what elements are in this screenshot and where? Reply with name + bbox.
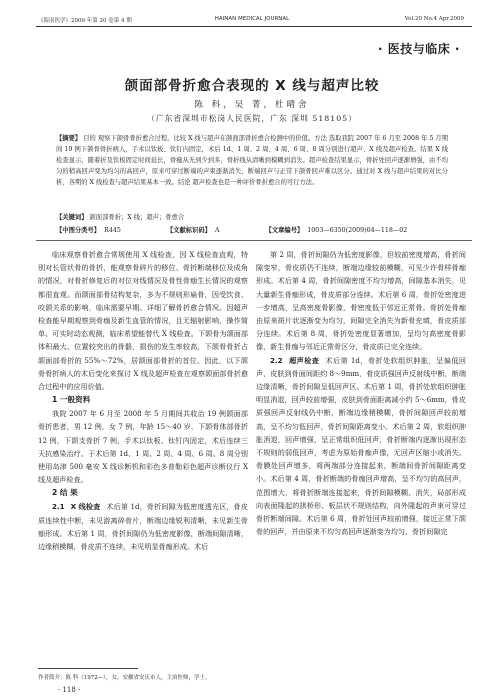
ultrasound-paragraph [256, 354, 466, 539]
journal-header-left: 《海南医学》2009 年第 20 卷第 4 期 [38, 18, 132, 24]
clc-value: R445 [104, 227, 121, 234]
abstract [56, 133, 448, 188]
doc-code-value: A [214, 227, 220, 234]
header-divider [36, 26, 472, 27]
intro-paragraph: 临床观察骨折愈合常规使用 X 线检查，因 X 线检查直观，特别对长管状骨的骨折，能观察骨碎片的移位、骨折断端移位及成角的情况，对骨折修复后的对位对线情况及骨性骨痂生长情况的观察都很直观。而颌面部骨结构复杂，多为不规则形扁骨，因受饮食、咬颌关系的影响，临床需要早期、详细了解骨折愈合情况。因超声检查能早期观察到骨痂及新生血管的情况，且无辐射影响，操作简单、可实时动态观测，临床希望能替代 X 线检查。下颌骨为颌面部体积最大、位置较突出的骨骼，损伤的发生率较高，下颌骨骨折占颌面部骨折的 55%～72%，居颌面部骨折的首位。因此，以下颌骨骨折病人的术后变化来探讨 X 线及超声检查在观察颌面部骨折愈合过程中的应用价值。 [38, 250, 248, 392]
clc-label: 【中图分类号】 [56, 227, 101, 234]
abstract-label: 【摘要】 [56, 135, 82, 142]
authors: 陈 科，吴 菁，杜晴舍 [194, 100, 310, 110]
keywords-label: 【关键词】 [56, 214, 88, 221]
article-number-value: 1003—6350(2009)04—118—02 [307, 227, 408, 234]
general-data-paragraph: 我院 2007 年 6 月至 2008 年 5 月期间共收治 19 例颌面部骨折患者，男 12 例，女 7 例，年龄 15～40 岁，下颌骨体部骨折 12 例，下颌支骨折 7 例，手术以钛板、钛钉内固定，术后连续三天抗感染治疗。于术后第 1d、1 周、2 周、4 周、6 周、8 周分别使用岛津 500 毫安 X 线诊断机和彩色多普勒彩色超声诊断仪行 X 线及超声检查。 [38, 409, 248, 485]
classification-line [56, 225, 456, 234]
abstract-text: 目的 观察下颌骨骨折愈合过程，比较 X 线与超声在颌面部骨折愈合检测中的价值。方法 选取我院 2007 年 6 月至 2008 年 5 月期间 19 例下颌骨骨折病人，手术以钛板、钛钉内固定，术后 1d、1 周、2 周、4 周、6 周、8 周分别进行超声、X 线及超声检查。结果 X 线检查显示，随着折及钛板固定时间延长，骨痂从无到少到多，骨折线从清晰到模糊到消失。超声检查结果显示，骨折处回声逐渐增强，由不均匀的稍高回声变为均匀的高回声，原来可穿过断端的声束逐渐消失，断端回声与正常下颌骨回声难以区分。通过对 X 线与超声结果的对比分析，各期的 X 线检查与超声结果基本一致。结论 超声检查也是一种评价骨折愈合的可行方法。 [56, 135, 448, 186]
doc-code-item [167, 227, 242, 234]
xray-text: 术后第 1d，骨折间隙为低密度透光区，骨皮质连续性中断，未见游离碎骨片，断端边缘锐利清晰，未见新生骨痂形成。术后第 1 周，骨折间隙仍为低密度影像，断端间隙清晰，边缘稍模糊，骨皮质不连续，未见明显骨痂形成。术后 [38, 502, 248, 552]
keywords-text: 颌面部骨折；X 线；超声；骨愈合 [89, 214, 185, 221]
keywords [56, 212, 448, 221]
ultrasound-subheading: 超声检查 [288, 355, 320, 365]
journal-header-right: Vol.20 No.4 Apr.2009 [404, 16, 464, 22]
ultrasound-subheading-number: 2.2 [270, 355, 283, 365]
article-number-label: 【文章编号】 [265, 227, 304, 234]
ultrasound-text: 术后第 1d，骨折处软组织肿胀，呈偏低回声，皮肤到骨面间距约 8～9mm，骨皮质强回声反射线中断，断端边缘清晰，骨折间隙呈低回声区。术后第 1 周，骨折处软组织肿胀明显消退，回声较前增强，皮肤到骨面距离减小约 5～6mm，骨皮质强回声反射线仍中断，断端边缘稍模糊，骨折间隙回声较前增高，呈不均匀低回声，骨折间隙距离变小。术后第 2 周，软组织肿胀消退，回声增强，呈正常组织低回声，骨折断端内逐渐出现形态不规则的弱低回声，考虑为原始骨痂声像，无回声区缩小或消失。骨膜处回声增多，将两端部分连接起来，断端间骨折间隙距离变小。术后第 4 周，骨折断端的骨痂回声增高，呈不均匀的高回声，范围增大，将骨折断端连接起来，骨折间隙模糊、消失，局部形成向表面隆起的拱桥形、板层状不规则结构，向外隆起的声束可穿过骨折断端间隙。术后第 6 周，骨折处回声较前增强，接近正常下颌骨的回声，并由原来不均匀高回声逐渐变为均匀，骨折间隙完 [256, 355, 466, 537]
page-number: · 118 · [58, 686, 81, 694]
author-footnote: 作者简介：陈 科（1972—），女，安徽省安庆市人，主治医师，学士。 [38, 675, 211, 681]
clc-item [56, 227, 143, 234]
right-column [256, 248, 466, 538]
xray-subheading-number: 2.1 [52, 502, 65, 512]
journal-header-center: HAINAN MEDICAL JOURNAL [214, 16, 290, 22]
article-title: 颌面部骨折愈合表现的 X 线与超声比较 [124, 78, 380, 94]
section-label: · 医技与临床 · [378, 42, 460, 56]
abstract-divider [36, 240, 472, 241]
xray-subheading: X 线检查 [70, 502, 101, 512]
doc-code-label: 【文献标识码】 [166, 227, 211, 234]
left-column [38, 248, 248, 553]
affiliation: （广东省深圳市松岗人民医院，广东 深圳 518105） [147, 114, 357, 123]
xray-continued-paragraph: 第 2 周，骨折间隙仍为低密度影像，但较前密度增高，骨折间隙变窄，骨皮质仍不连续，断端边缘较前模糊，可见少许骨样骨痂形成。术后第 4 周，骨折间隙密度不均匀增高，间隙基本消失，见大量新生骨痂形成，骨皮质部分连续。术后第 6 周，骨折处密度进一步增高，呈高密度骨影像，骨密度低于邻近正常骨。骨折处骨痂由原来斑片状逐渐变为均匀，间隙完全消失为新骨充填，骨皮质部分连续。术后第 8 周，骨折处密度显著增加，呈均匀高密度骨影像，新生骨痂与邻近正常骨区分，骨皮质已完全连续。 [256, 250, 466, 352]
footnote-divider [38, 668, 138, 669]
section-heading-general: 1 一般资料 [52, 395, 91, 405]
article-number-item [266, 227, 430, 234]
xray-paragraph [38, 500, 248, 553]
section-heading-results: 2 结 果 [52, 488, 78, 498]
